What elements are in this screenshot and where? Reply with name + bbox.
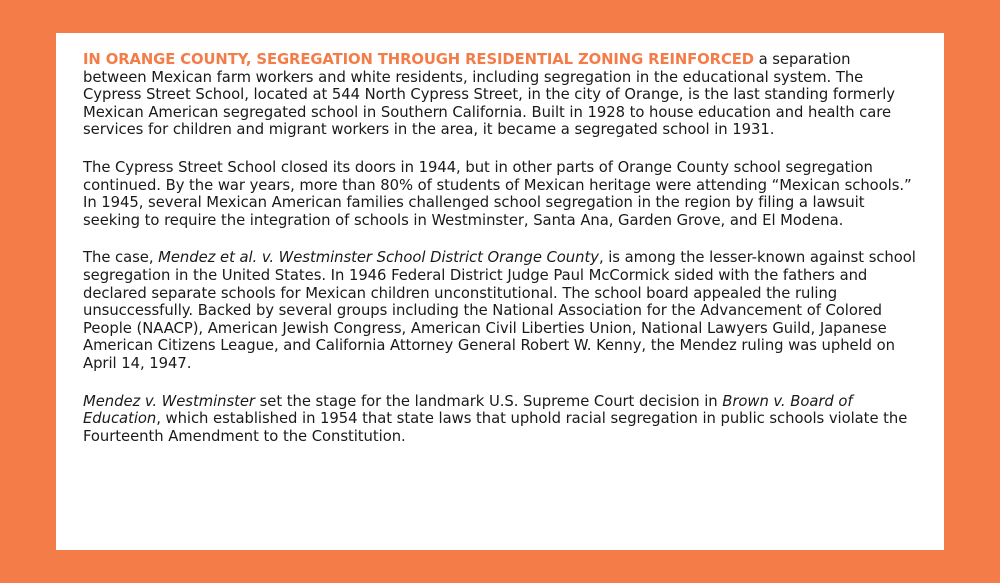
paragraph-4-text-after: , which established in 1954 that state laws that uphold racial segregation in public schools violate the Fourteenth Amendment to the Constitution.	[83, 410, 908, 445]
paragraph-2-text: The Cypress Street School closed its doors in 1944, but in other parts of Orange County school segregation continued. By the war years, more than 80% of students of Mexican heritage were attending “Mexican schools.” In 1945, several Mexican American families challenged school segregation in the region by filing a lawsuit seeking to require the integration of schools in Westminster, Santa Ana, Garden Grove, and El Modena.	[83, 158, 912, 229]
paragraph-1	[83, 51, 918, 139]
paragraph-3-text-before: The case,	[83, 249, 159, 267]
paragraph-4	[83, 393, 918, 446]
mendez-case-title: Mendez et al. v. Westminster School District Orange County	[158, 249, 599, 267]
mendez-short-title: Mendez v. Westminster	[83, 392, 255, 410]
paragraph-1-text: a separation between Mexican farm workers and white residents, including segregation in the educational system. The Cypress Street School, located at 544 North Cypress Street, in the city of Orange, is the last standing formerly Mexican American segregated school in Southern California. Built in 1928 to house education and health care services for children and migrant workers in the area, it became a segregated school in 1931.	[83, 51, 895, 139]
lead-heading: IN ORANGE COUNTY, SEGREGATION THROUGH RESIDENTIAL ZONING REINFORCED	[83, 51, 754, 68]
paragraph-3	[83, 249, 918, 372]
text-panel	[56, 33, 944, 550]
brown-case-title: Brown v. Board of Education	[83, 392, 853, 428]
paragraph-2	[83, 159, 918, 229]
paragraph-3-text-after: , is among the lesser-known against school segregation in the United States. In 1946 Federal District Judge Paul McCormick sided with the fathers and declared separate schools for Mexican children unconstitutional. The school board appealed the ruling unsuccessfully. Backed by several groups including the National Association for the Advancement of Colored People (NAACP), American Jewish Congress, American Civil Liberties Union, National Lawyers Guild, Japanese American Citizens League, and California Attorney General Robert W. Kenny, the Mendez ruling was upheld on April 14, 1947.	[83, 249, 916, 372]
paragraph-4-text-middle: set the stage for the landmark U.S. Supreme Court decision in	[254, 392, 723, 410]
